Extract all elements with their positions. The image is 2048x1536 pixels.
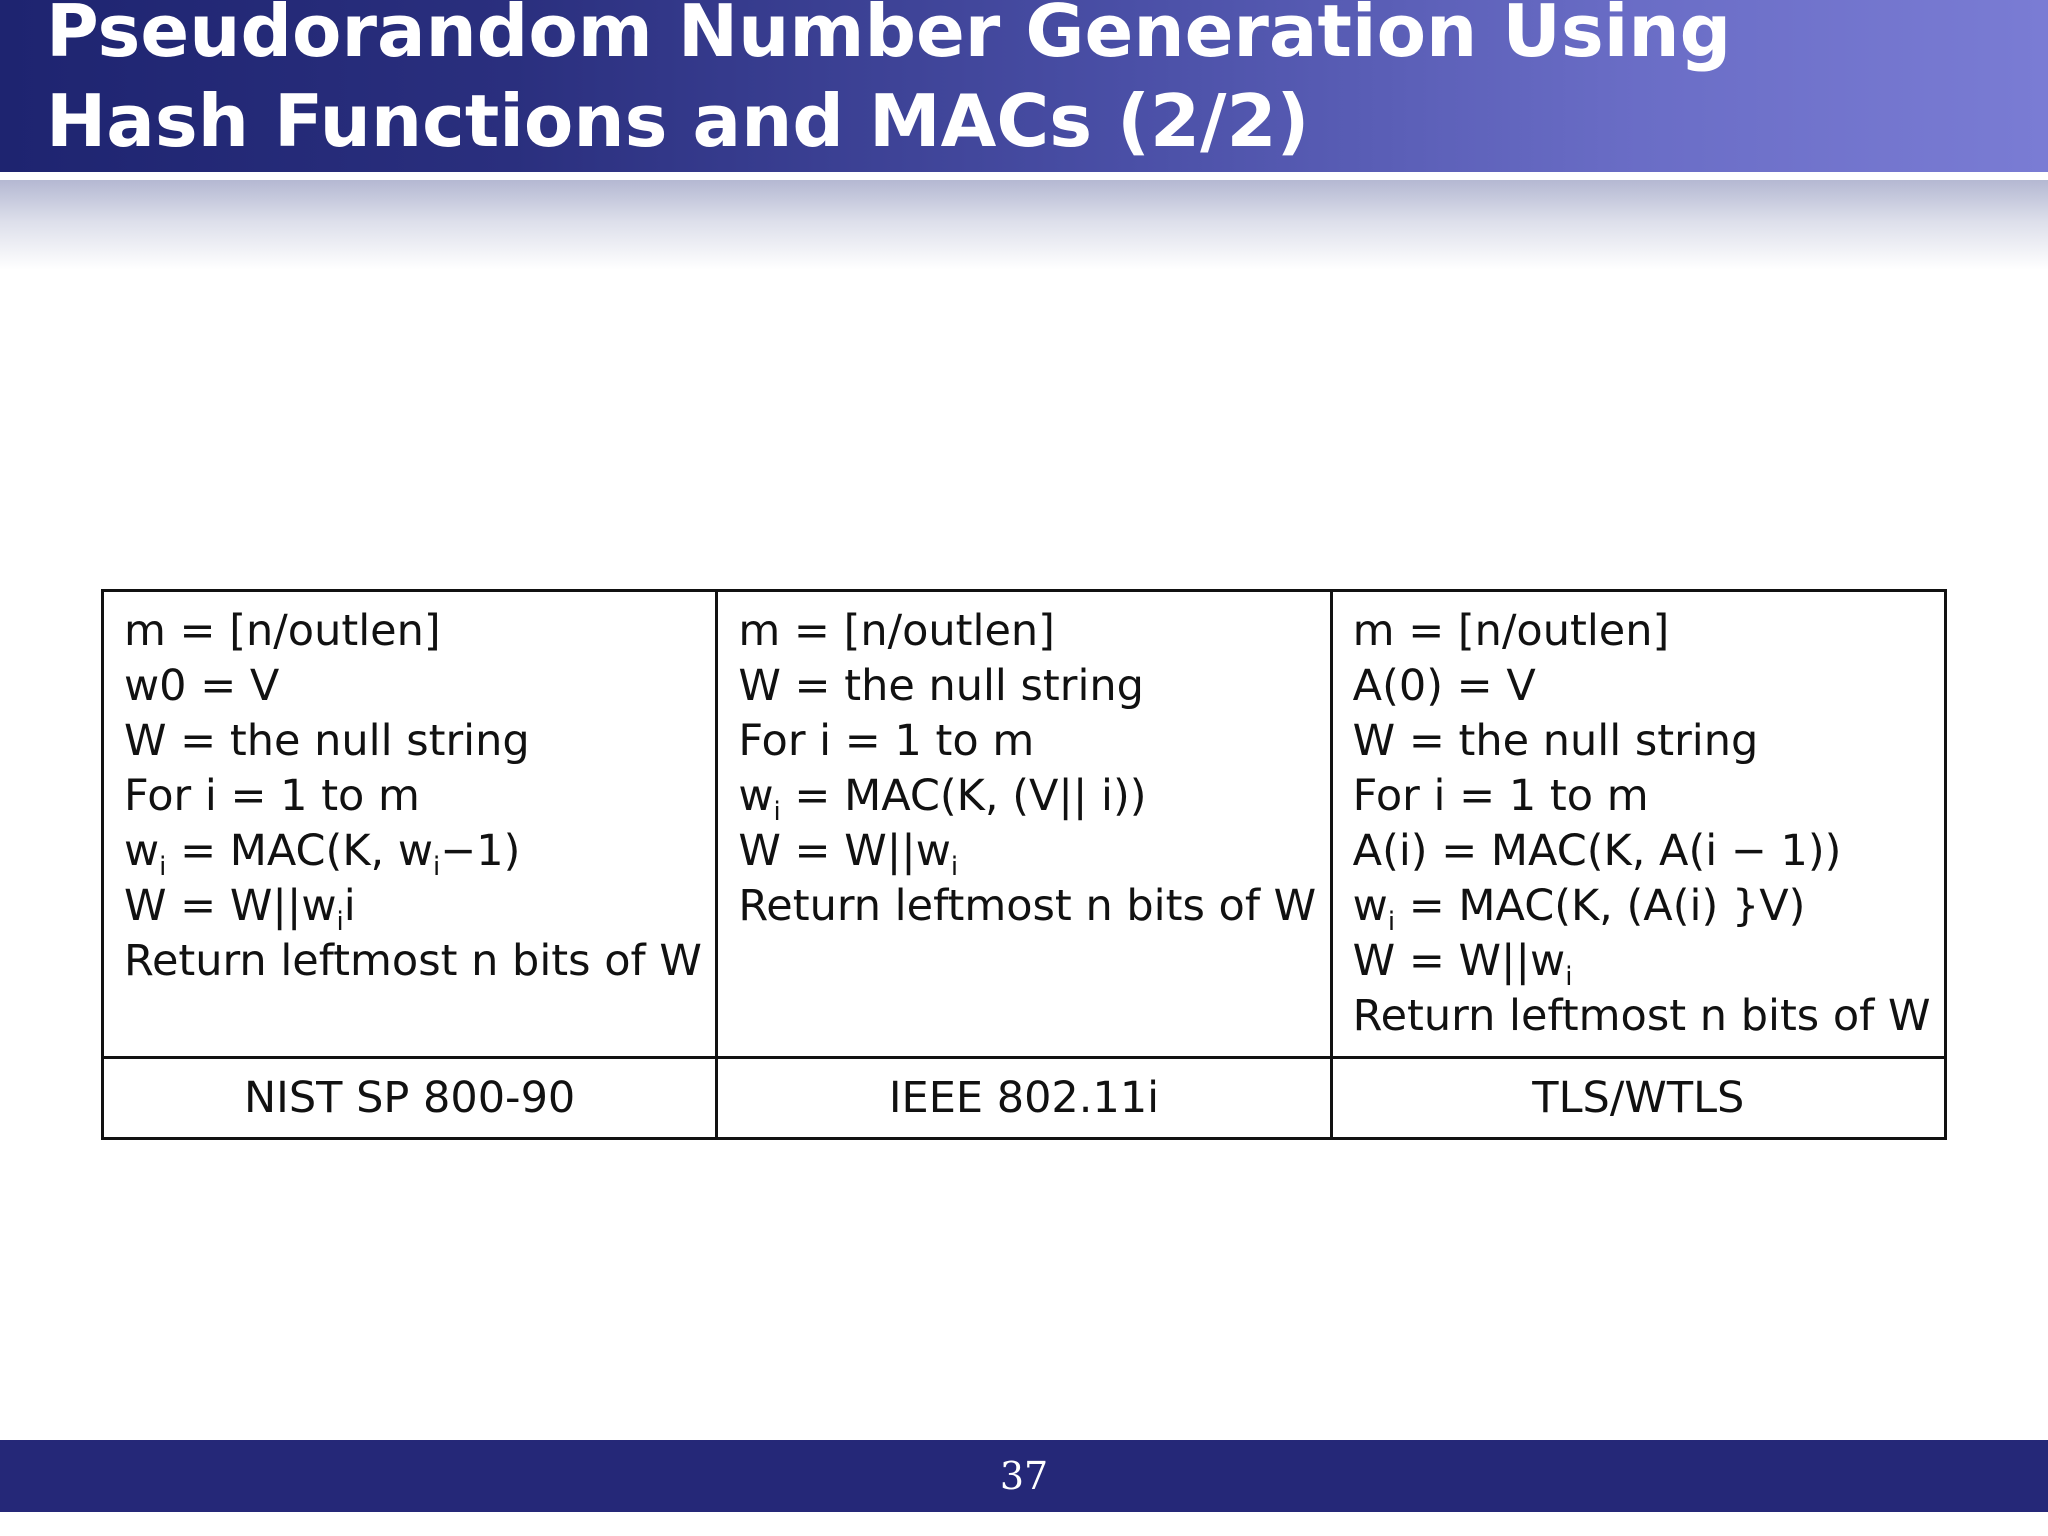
subscript: i (1565, 962, 1573, 992)
pseudocode-line: A(i) = MAC(K, A(i − 1)) (1352, 826, 1842, 876)
pseudocode-line: $W = W||w_ii$ (124, 881, 356, 937)
subscript: i (1387, 907, 1396, 937)
pseudocode-line: W = the null string (738, 661, 1144, 711)
subscript: i (433, 852, 441, 882)
pseudocode-line: For i = 1 to m (738, 716, 1035, 766)
label-row (103, 1058, 1946, 1139)
slide-title: Pseudorandom Number Generation Using Hash Functions and MACs (2/2) (46, 0, 1732, 163)
standard-label-nist: NIST SP 800-90 (103, 1058, 717, 1139)
footer-bar (0, 1440, 2048, 1512)
pseudocode-line: For i = 1 to m (1352, 771, 1649, 821)
prng-algorithms-table (101, 589, 1947, 1140)
pseudocode-line: W = the null string (1352, 716, 1759, 766)
subscript: i (773, 797, 781, 827)
standard-label-ieee: IEEE 802.11i (717, 1058, 1331, 1139)
code-row (103, 591, 1946, 1058)
pseudocode-line: For i = 1 to m (124, 771, 420, 821)
title-bar-shadow (0, 180, 2048, 270)
bottom-strip (0, 1512, 2048, 1536)
algorithm-cell-nist (103, 591, 717, 1058)
title-bar (0, 0, 2048, 172)
pseudocode-line: Return leftmost n bits of W (1352, 991, 1931, 1041)
pseudocode-line: A(0) = V (1352, 661, 1536, 711)
subscript: i (336, 907, 344, 937)
page-number: 37 (999, 1454, 1049, 1498)
subscript: i (950, 852, 959, 882)
title-bar-divider (0, 172, 2048, 180)
pseudocode-line: $w_i = MAC(K$, $w_i-1$) (124, 826, 521, 882)
pseudocode-line: w0 = V (124, 661, 280, 711)
pseudocode-line: $w_i = MAC(K$, (V|| i)) (738, 771, 1147, 827)
pseudocode-line: Return leftmost n bits of W (738, 881, 1317, 931)
pseudocode-line: m = [n/outlen] (124, 606, 441, 656)
pseudocode-line: Return leftmost n bits of W (124, 936, 702, 986)
subscript: i (159, 852, 167, 882)
pseudocode-line: $w_i = MAC(K$, (A(i) }V) (1352, 881, 1806, 937)
algorithm-cell-ieee (717, 591, 1331, 1058)
algorithm-cell-tls (1331, 591, 1945, 1058)
pseudocode-line: $W = W||w_i$ (1352, 936, 1573, 992)
pseudocode-line: m = [n/outlen] (738, 606, 1055, 656)
pseudocode-line: $W = W||w_i$ (738, 826, 959, 882)
standard-label-tls: TLS/WTLS (1331, 1058, 1945, 1139)
pseudocode-line: m = [n/outlen] (1352, 606, 1670, 656)
pseudocode-line: W = the null string (124, 716, 530, 766)
